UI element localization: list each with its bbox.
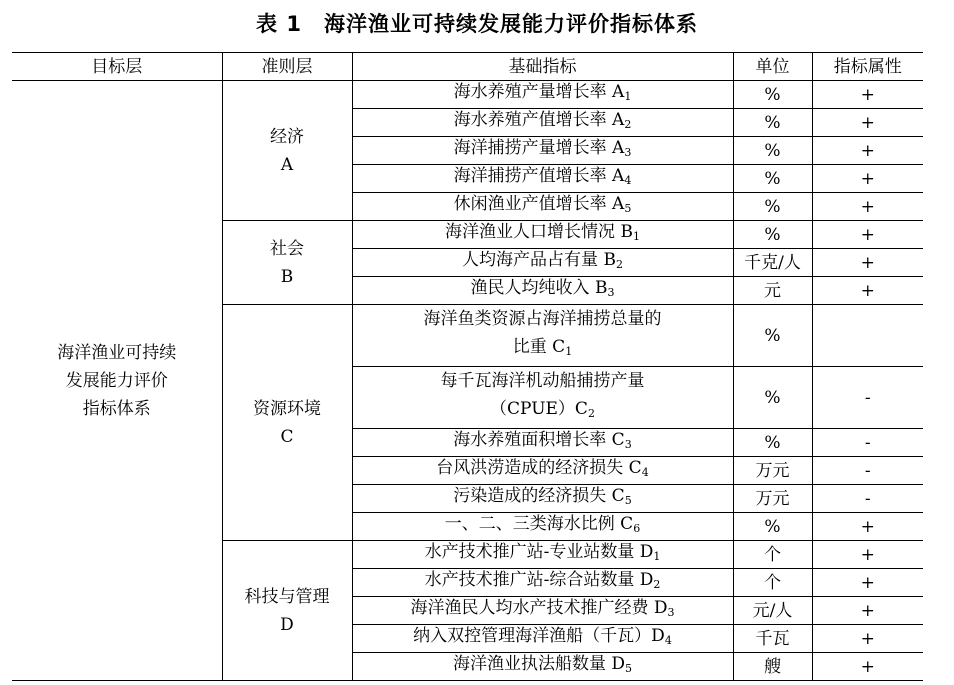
- indicator-text: 海洋捕捞产量增长率 A: [453, 138, 625, 158]
- indicator-cell: [352, 109, 733, 137]
- indicator-cell: [352, 513, 733, 541]
- indicator-cell: [352, 625, 733, 653]
- indicator-subscript: 1: [632, 230, 640, 243]
- indicator-subscript: 1: [565, 345, 573, 358]
- unit-cell: 元: [733, 277, 812, 305]
- indicator-cell: [352, 653, 733, 681]
- header-attribute: 指标属性: [812, 53, 923, 81]
- attribute-cell: +: [812, 193, 923, 221]
- indicator-text: 每千瓦海洋机动船捕捞产量: [440, 371, 645, 391]
- attribute-cell: +: [812, 165, 923, 193]
- indicator-subscript: 2: [653, 578, 661, 591]
- indicator-subscript: 1: [624, 90, 632, 103]
- indicator-cell: [352, 541, 733, 569]
- criteria-name: 社会: [270, 238, 304, 259]
- criteria-code: B: [280, 266, 294, 287]
- header-basic-indicator: 基础指标: [352, 53, 733, 81]
- goal-cell: [12, 81, 222, 681]
- header-criteria-layer: 准则层: [222, 53, 352, 81]
- indicator-subscript: 5: [624, 202, 632, 215]
- attribute-cell: +: [812, 249, 923, 277]
- criteria-cell-economy: [222, 81, 352, 221]
- header-row: [12, 53, 923, 81]
- indicator-text: 海洋渔业执法船数量 D: [452, 654, 626, 674]
- goal-line: 海洋渔业可持续: [57, 342, 177, 363]
- unit-cell: %: [733, 193, 812, 221]
- indicator-cell: [352, 367, 733, 429]
- criteria-cell-tech-management: [222, 541, 352, 681]
- criteria-cell-resource-environment: [222, 305, 352, 541]
- attribute-cell: +: [812, 625, 923, 653]
- unit-cell: %: [733, 429, 812, 457]
- indicator-text: 休闲渔业产值增长率 A: [453, 194, 625, 214]
- attribute-cell: -: [812, 429, 923, 457]
- unit-cell: %: [733, 221, 812, 249]
- unit-cell: 个: [733, 541, 812, 569]
- unit-cell: %: [733, 137, 812, 165]
- indicator-text: 海洋渔业人口增长情况 B: [445, 222, 633, 242]
- attribute-cell: +: [812, 653, 923, 681]
- indicator-cell: [352, 429, 733, 457]
- indicator-cell: [352, 81, 733, 109]
- indicator-cell: [352, 569, 733, 597]
- indicator-text: 海洋渔民人均水产技术推广经费 D: [410, 598, 668, 618]
- unit-cell: 千克/人: [733, 249, 812, 277]
- indicator-text: （CPUE）C: [490, 399, 588, 419]
- goal-line: 指标体系: [82, 398, 151, 419]
- indicator-table: [12, 52, 923, 681]
- header-unit: 单位: [733, 53, 812, 81]
- indicator-subscript: 3: [607, 286, 615, 299]
- indicator-subscript: 3: [667, 606, 675, 619]
- attribute-cell: -: [812, 367, 923, 429]
- indicator-text: 渔民人均纯收入 B: [470, 278, 608, 298]
- attribute-cell: +: [812, 221, 923, 249]
- criteria-name: 科技与管理: [244, 586, 330, 607]
- attribute-cell: +: [812, 597, 923, 625]
- indicator-subscript: 4: [641, 466, 649, 479]
- attribute-cell: +: [812, 109, 923, 137]
- indicator-cell: [352, 137, 733, 165]
- indicator-cell: [352, 305, 733, 367]
- unit-cell: %: [733, 81, 812, 109]
- indicator-cell: [352, 597, 733, 625]
- header-goal-layer: 目标层: [12, 53, 222, 81]
- indicator-cell: [352, 485, 733, 513]
- indicator-subscript: 4: [624, 174, 632, 187]
- indicator-subscript: 2: [587, 407, 595, 420]
- unit-cell: %: [733, 165, 812, 193]
- indicator-text: 海水养殖产值增长率 A: [453, 110, 625, 130]
- attribute-cell: +: [812, 541, 923, 569]
- unit-cell: 元/人: [733, 597, 812, 625]
- indicator-cell: [352, 165, 733, 193]
- table-title: 表 1 海洋渔业可持续发展能力评价指标体系: [256, 12, 698, 36]
- criteria-code: D: [280, 614, 294, 635]
- unit-cell: 万元: [733, 457, 812, 485]
- criteria-code: C: [280, 426, 294, 447]
- indicator-text-line2: [353, 395, 733, 428]
- indicator-text: 污染造成的经济损失 C: [453, 486, 625, 506]
- indicator-text: 水产技术推广站-综合站数量 D: [424, 570, 654, 590]
- indicator-text: 纳入双控管理海洋渔船（千瓦）D: [413, 626, 665, 646]
- attribute-cell: -: [812, 457, 923, 485]
- indicator-text: 海水养殖面积增长率 C: [453, 430, 625, 450]
- indicator-subscript: 2: [624, 118, 632, 131]
- indicator-text: 比重 C: [512, 337, 566, 357]
- criteria-cell-society: [222, 221, 352, 305]
- goal-line: 发展能力评价: [65, 370, 168, 391]
- attribute-cell: +: [812, 569, 923, 597]
- unit-cell: 万元: [733, 485, 812, 513]
- attribute-cell: -: [812, 485, 923, 513]
- unit-cell: %: [733, 109, 812, 137]
- unit-cell: %: [733, 513, 812, 541]
- indicator-subscript: 6: [633, 522, 641, 535]
- indicator-cell: [352, 221, 733, 249]
- indicator-subscript: 1: [653, 550, 661, 563]
- criteria-name: 资源环境: [253, 398, 321, 419]
- indicator-subscript: 4: [664, 634, 672, 647]
- indicator-subscript: 3: [624, 146, 632, 159]
- attribute-cell: +: [812, 137, 923, 165]
- attribute-cell: +: [812, 513, 923, 541]
- indicator-cell: [352, 457, 733, 485]
- indicator-cell: [352, 277, 733, 305]
- indicator-subscript: 3: [624, 438, 632, 451]
- unit-cell: %: [733, 305, 812, 367]
- indicator-text-line2: [353, 333, 733, 366]
- attribute-cell: +: [812, 81, 923, 109]
- indicator-subscript: 5: [625, 662, 633, 675]
- indicator-text: 台风洪涝造成的经济损失 C: [436, 458, 642, 478]
- indicator-cell: [352, 193, 733, 221]
- indicator-text: 海水养殖产量增长率 A: [453, 82, 625, 102]
- indicator-text: 一、二、三类海水比例 C: [444, 514, 634, 534]
- unit-cell: 个: [733, 569, 812, 597]
- attribute-cell: +: [812, 277, 923, 305]
- unit-cell: %: [733, 367, 812, 429]
- indicator-cell: [352, 249, 733, 277]
- criteria-code: A: [280, 154, 294, 175]
- indicator-text: 海洋捕捞产值增长率 A: [453, 166, 625, 186]
- indicator-subscript: 2: [615, 258, 623, 271]
- unit-cell: 千瓦: [733, 625, 812, 653]
- table-row: [12, 81, 923, 109]
- criteria-name: 经济: [270, 126, 304, 147]
- attribute-cell: [812, 305, 923, 367]
- unit-cell: 艘: [733, 653, 812, 681]
- indicator-subscript: 5: [624, 494, 632, 507]
- indicator-text: 水产技术推广站-专业站数量 D: [424, 542, 654, 562]
- indicator-text: 海洋鱼类资源占海洋捕捞总量的: [423, 309, 662, 329]
- indicator-text: 人均海产品占有量 B: [462, 250, 616, 270]
